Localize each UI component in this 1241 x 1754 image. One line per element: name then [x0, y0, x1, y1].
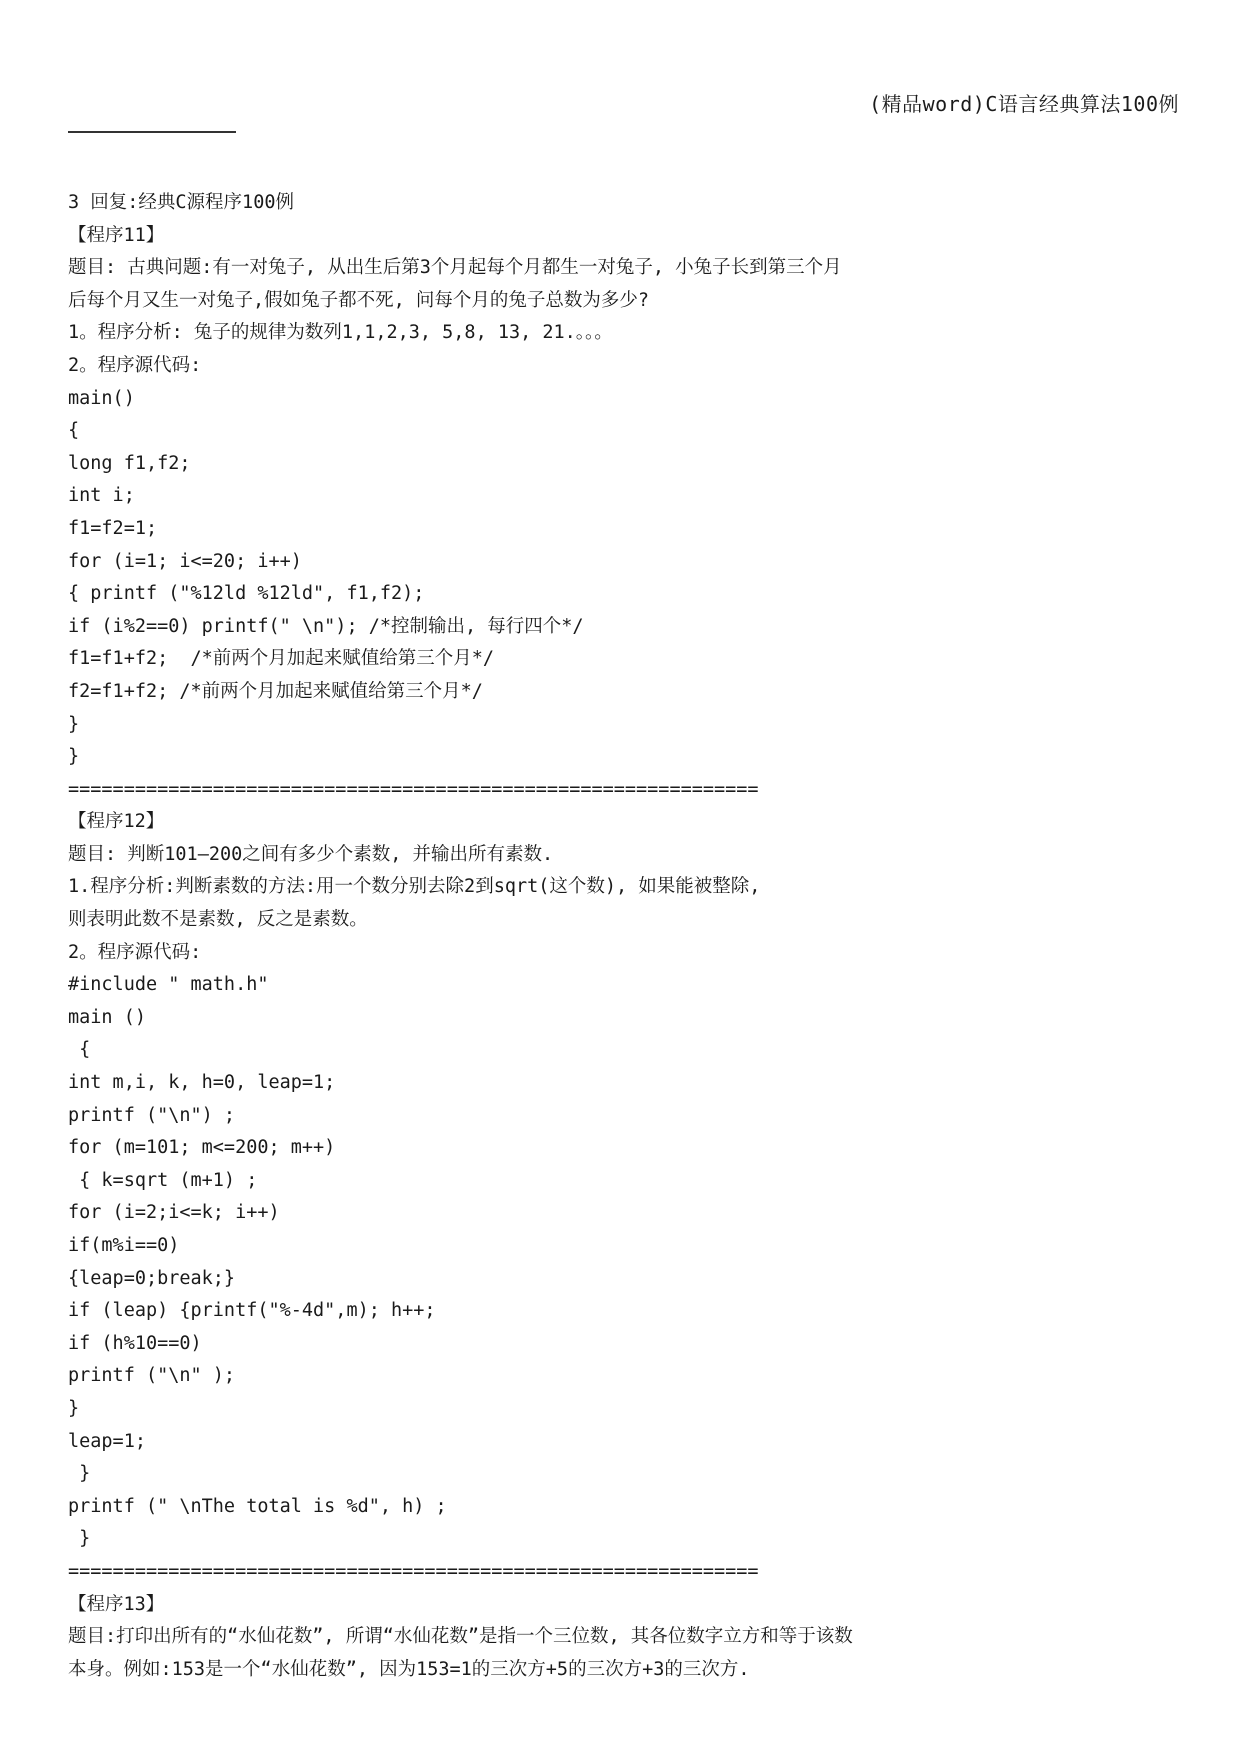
code-line: }	[68, 746, 80, 768]
page-header-title: (精品word)C语言经典算法100例	[869, 92, 1179, 116]
code-line: {	[68, 1039, 91, 1061]
body-line: 题目: 古典问题:有一对兔子, 从出生后第3个月起每个月都生一对兔子, 小兔子长到第三个月	[68, 257, 842, 279]
code-line: }	[68, 1463, 91, 1485]
code-line: main ()	[68, 1006, 146, 1028]
code-line: if (leap) {printf("%-4d",m); h++;	[68, 1300, 436, 1322]
code-line: }	[68, 713, 80, 735]
code-line: printf ("\n" );	[68, 1365, 236, 1387]
body-line: 后每个月又生一对兔子,假如兔子都不死, 问每个月的兔子总数为多少?	[68, 289, 650, 311]
code-line: for (i=2;i<=k; i++)	[68, 1202, 280, 1224]
separator-line: ==============================================================	[68, 1560, 759, 1582]
code-line: if(m%i==0)	[68, 1235, 180, 1256]
body-line: 题目: 判断101—200之间有多少个素数, 并输出所有素数.	[68, 843, 554, 865]
code-line: long f1,f2;	[68, 452, 191, 474]
code-line: { k=sqrt (m+1) ;	[68, 1169, 258, 1191]
code-line: leap=1;	[68, 1430, 146, 1452]
separator-line: ==============================================================	[68, 778, 759, 800]
section-heading: 【程序13】	[68, 1593, 165, 1615]
code-line: }	[68, 1397, 80, 1419]
code-line: if (i%2==0) printf(" \n"); /*控制输出, 每行四个*/	[68, 615, 584, 637]
code-line: int m,i, k, h=0, leap=1;	[68, 1072, 336, 1094]
code-line: int i;	[68, 485, 135, 507]
code-line: printf ("\n") ;	[68, 1104, 236, 1126]
code-line: f1=f1+f2; /*前两个月加起来赋值给第三个月*/	[68, 648, 495, 670]
section-heading: 【程序12】	[68, 811, 165, 833]
body-line: 本身。例如:153是一个“水仙花数”, 因为153=1的三次方+5的三次方+3的三次方.	[68, 1658, 750, 1680]
code-line: printf (" \nThe total is %d", h) ;	[68, 1495, 447, 1517]
body-line: 题目:打印出所有的“水仙花数”, 所谓“水仙花数”是指一个三位数, 其各位数字立方和等于该数	[68, 1626, 853, 1648]
section-heading: 【程序11】	[68, 224, 165, 246]
code-line: if (h%10==0)	[68, 1332, 202, 1354]
code-line: f2=f1+f2; /*前两个月加起来赋值给第三个月*/	[68, 680, 483, 702]
header-underline	[68, 131, 236, 133]
code-line: main()	[68, 387, 135, 409]
document-body	[68, 187, 1188, 1686]
code-line: { printf ("%12ld %12ld", f1,f2);	[68, 583, 425, 605]
code-line: #include " math.h"	[68, 974, 269, 996]
body-line: 3 回复:经典C源程序100例	[68, 192, 294, 213]
code-line: for (m=101; m<=200; m++)	[68, 1137, 336, 1159]
body-line: 1.程序分析:判断素数的方法:用一个数分别去除2到sqrt(这个数), 如果能被整除,	[68, 876, 761, 898]
body-line: 1。程序分析: 兔子的规律为数列1,1,2,3, 5,8, 13, 21.。。。	[68, 322, 613, 344]
body-line: 2。程序源代码:	[68, 941, 202, 963]
body-line: 2。程序源代码:	[68, 354, 202, 376]
code-line: f1=f2=1;	[68, 517, 158, 539]
code-line: {	[68, 420, 80, 442]
code-line: for (i=1; i<=20; i++)	[68, 550, 302, 572]
code-line: {leap=0;break;}	[68, 1267, 236, 1289]
body-line: 则表明此数不是素数, 反之是素数。	[68, 909, 368, 931]
code-line: }	[68, 1528, 91, 1550]
